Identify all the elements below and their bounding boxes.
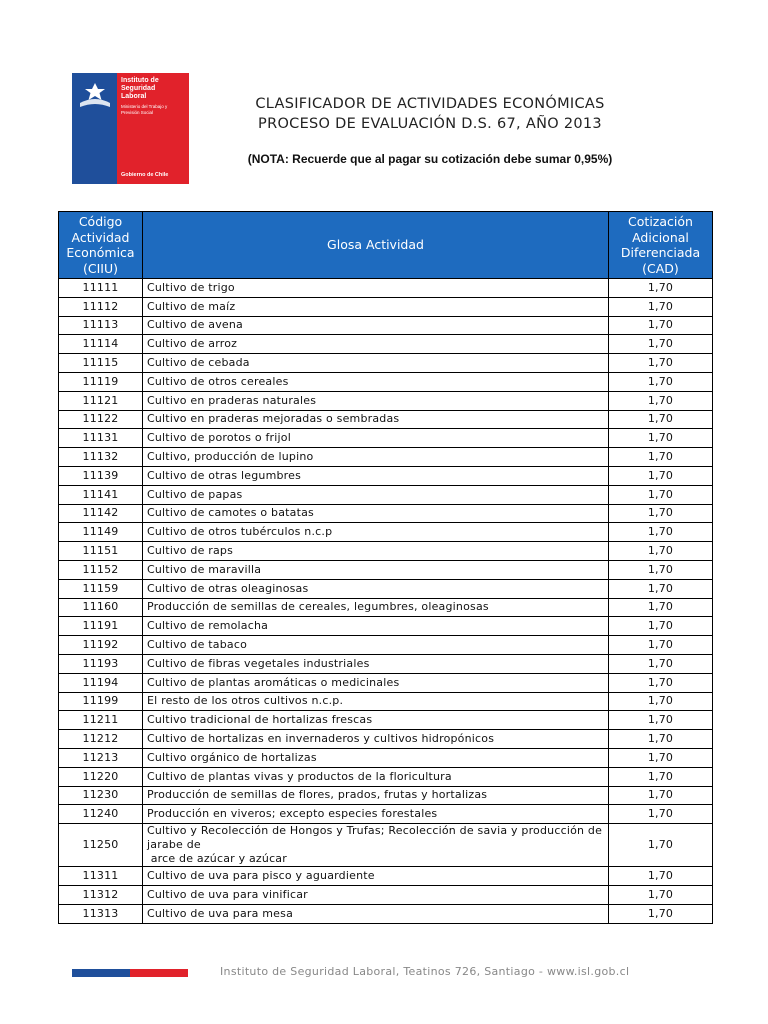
cell-code: 11312 <box>59 885 143 904</box>
cell-cad: 1,70 <box>609 485 713 504</box>
cell-gloss: Cultivo de tabaco <box>143 636 609 655</box>
cell-cad: 1,70 <box>609 824 713 867</box>
table-row <box>59 466 713 485</box>
cell-code: 11121 <box>59 391 143 410</box>
table-row <box>59 786 713 805</box>
cell-cad: 1,70 <box>609 885 713 904</box>
cell-code: 11212 <box>59 730 143 749</box>
cell-cad: 1,70 <box>609 730 713 749</box>
cell-gloss-line: Cultivo y Recolección de Hongos y Trufas; Recolección de savia y producción de <box>147 824 603 838</box>
logo-line-4: Ministerio del Trabajo y <box>121 104 168 109</box>
cell-code: 11132 <box>59 448 143 467</box>
cell-code: 11311 <box>59 867 143 886</box>
cell-code: 11151 <box>59 542 143 561</box>
table-row <box>59 279 713 298</box>
header-cad <box>609 212 713 279</box>
cell-code: 11211 <box>59 711 143 730</box>
cell-code: 11194 <box>59 673 143 692</box>
cell-gloss: Cultivo, producción de lupino <box>143 448 609 467</box>
cell-code: 11191 <box>59 617 143 636</box>
cell-gloss: Cultivo de cebada <box>143 354 609 373</box>
cell-cad: 1,70 <box>609 372 713 391</box>
cell-code: 11111 <box>59 279 143 298</box>
cell-gloss: Producción en viveros; excepto especies forestales <box>143 805 609 824</box>
cell-cad: 1,70 <box>609 636 713 655</box>
table-row <box>59 429 713 448</box>
cell-gloss: Cultivo de papas <box>143 485 609 504</box>
cell-gloss: Cultivo en praderas naturales <box>143 391 609 410</box>
footer-bar-blue <box>72 969 130 977</box>
header-cad-line: Diferenciada <box>620 245 701 260</box>
table-header-row <box>59 212 713 279</box>
cell-gloss: Cultivo orgánico de hortalizas <box>143 748 609 767</box>
table-row <box>59 504 713 523</box>
header-cad-line: (CAD) <box>642 260 679 276</box>
table-row <box>59 316 713 335</box>
chile-coat-of-arms-icon <box>78 81 112 109</box>
table-row <box>59 598 713 617</box>
payment-note: (NOTA: Recuerde que al pagar su cotización debe sumar 0,95%) <box>247 152 613 166</box>
table-row <box>59 767 713 786</box>
table-row <box>59 542 713 561</box>
cell-code: 11113 <box>59 316 143 335</box>
cell-gloss: Cultivo de otras oleaginosas <box>143 579 609 598</box>
table-row <box>59 636 713 655</box>
cell-code: 11240 <box>59 805 143 824</box>
header-code <box>59 212 143 279</box>
table-row <box>59 354 713 373</box>
isl-logo <box>72 73 189 184</box>
cell-cad: 1,70 <box>609 560 713 579</box>
table-row <box>59 485 713 504</box>
cell-gloss: Cultivo de camotes o batatas <box>143 504 609 523</box>
cell-gloss: Producción de semillas de flores, prados, frutas y hortalizas <box>143 786 609 805</box>
cell-cad: 1,70 <box>609 867 713 886</box>
logo-line-1: Instituto de <box>121 77 159 84</box>
header-code-line: (CIIU) <box>82 260 118 276</box>
table-row <box>59 523 713 542</box>
logo-blue-panel <box>72 73 117 184</box>
cell-cad: 1,70 <box>609 786 713 805</box>
cell-gloss: Cultivo tradicional de hortalizas frescas <box>143 711 609 730</box>
cell-gloss: Cultivo de raps <box>143 542 609 561</box>
header-code-line: Económica <box>66 245 135 260</box>
table-row <box>59 867 713 886</box>
cell-gloss: Cultivo de otras legumbres <box>143 466 609 485</box>
cell-cad: 1,70 <box>609 805 713 824</box>
cell-gloss: Cultivo de porotos o frijol <box>143 429 609 448</box>
cell-gloss-line: arce de azúcar y azúcar <box>147 852 287 866</box>
cell-gloss: Cultivo de uva para mesa <box>143 904 609 923</box>
cell-cad: 1,70 <box>609 579 713 598</box>
cell-code: 11114 <box>59 335 143 354</box>
table-row <box>59 748 713 767</box>
cell-code: 11220 <box>59 767 143 786</box>
table-row <box>59 805 713 824</box>
cell-cad: 1,70 <box>609 279 713 298</box>
cell-gloss: El resto de los otros cultivos n.c.p. <box>143 692 609 711</box>
cell-code: 11149 <box>59 523 143 542</box>
cell-cad: 1,70 <box>609 504 713 523</box>
cell-gloss: Cultivo en praderas mejoradas o sembradas <box>143 410 609 429</box>
cell-code: 11313 <box>59 904 143 923</box>
table-row <box>59 730 713 749</box>
table-row <box>59 560 713 579</box>
table-row <box>59 410 713 429</box>
cell-code: 11192 <box>59 636 143 655</box>
cell-gloss: Cultivo de trigo <box>143 279 609 298</box>
footer-address: Instituto de Seguridad Laboral, Teatinos 726, Santiago - www.isl.gob.cl <box>220 965 630 978</box>
cell-gloss: Cultivo de otros tubérculos n.c.p <box>143 523 609 542</box>
table-row <box>59 711 713 730</box>
table-row <box>59 692 713 711</box>
cell-cad: 1,70 <box>609 904 713 923</box>
table-row <box>59 335 713 354</box>
cell-cad: 1,70 <box>609 523 713 542</box>
cell-cad: 1,70 <box>609 316 713 335</box>
cell-code: 11112 <box>59 297 143 316</box>
cell-gloss: Cultivo de hortalizas en invernaderos y cultivos hidropónicos <box>143 730 609 749</box>
cell-gloss: Cultivo de avena <box>143 316 609 335</box>
table-row <box>59 297 713 316</box>
cell-cad: 1,70 <box>609 711 713 730</box>
header-gloss: Glosa Actividad <box>143 212 609 279</box>
footer-color-bar <box>72 969 188 977</box>
cell-cad: 1,70 <box>609 542 713 561</box>
cell-gloss: Cultivo de otros cereales <box>143 372 609 391</box>
cell-code: 11230 <box>59 786 143 805</box>
cell-cad: 1,70 <box>609 692 713 711</box>
header-code-line: Código <box>78 214 123 229</box>
logo-red-panel <box>117 73 189 184</box>
cell-cad: 1,70 <box>609 748 713 767</box>
table-row <box>59 617 713 636</box>
table-row <box>59 824 713 867</box>
cell-gloss: Cultivo de remolacha <box>143 617 609 636</box>
table-row <box>59 448 713 467</box>
logo-line-2: Seguridad <box>121 85 156 92</box>
cell-cad: 1,70 <box>609 466 713 485</box>
cell-cad: 1,70 <box>609 429 713 448</box>
cell-gloss: Cultivo de uva para pisco y aguardiente <box>143 867 609 886</box>
table-row <box>59 372 713 391</box>
cell-code: 11193 <box>59 654 143 673</box>
cell-cad: 1,70 <box>609 391 713 410</box>
header-code-line: Actividad <box>71 229 130 245</box>
cell-code: 11122 <box>59 410 143 429</box>
cell-code: 11141 <box>59 485 143 504</box>
footer-bar-red <box>130 969 188 977</box>
cell-cad: 1,70 <box>609 410 713 429</box>
cell-cad: 1,70 <box>609 354 713 373</box>
logo-line-5: Previsión Social <box>121 110 154 115</box>
cell-cad: 1,70 <box>609 598 713 617</box>
cell-code: 11213 <box>59 748 143 767</box>
header-cad-line: Adicional <box>632 229 689 245</box>
table-row <box>59 673 713 692</box>
cell-code: 11160 <box>59 598 143 617</box>
cell-gloss: Producción de semillas de cereales, legumbres, oleaginosas <box>143 598 609 617</box>
cell-gloss: Cultivo de fibras vegetales industriales <box>143 654 609 673</box>
cell-code: 11115 <box>59 354 143 373</box>
cell-gloss: Cultivo de uva para vinificar <box>143 885 609 904</box>
cell-code: 11142 <box>59 504 143 523</box>
table-row <box>59 391 713 410</box>
cell-code: 11119 <box>59 372 143 391</box>
cell-code: 11250 <box>59 824 143 867</box>
cell-gloss-line: jarabe de <box>147 838 201 852</box>
page-title-line-1: CLASIFICADOR DE ACTIVIDADES ECONÓMICAS <box>255 96 605 112</box>
table-row <box>59 654 713 673</box>
cell-cad: 1,70 <box>609 335 713 354</box>
cell-cad: 1,70 <box>609 673 713 692</box>
cell-code: 11131 <box>59 429 143 448</box>
header-cad-line: Cotización <box>628 214 693 229</box>
logo-line-3: Laboral <box>121 93 147 100</box>
page-title-line-2: PROCESO DE EVALUACIÓN D.S. 67, AÑO 2013 <box>258 116 602 132</box>
header <box>190 94 670 166</box>
cell-gloss: Cultivo de plantas vivas y productos de la floricultura <box>143 767 609 786</box>
cell-gloss: Cultivo de arroz <box>143 335 609 354</box>
cell-code: 11159 <box>59 579 143 598</box>
cell-cad: 1,70 <box>609 448 713 467</box>
table-row <box>59 904 713 923</box>
cell-cad: 1,70 <box>609 654 713 673</box>
logo-line-6: Gobierno de Chile <box>121 172 169 178</box>
cell-code: 11152 <box>59 560 143 579</box>
cell-cad: 1,70 <box>609 617 713 636</box>
activities-table <box>58 211 713 924</box>
cell-gloss: Cultivo de plantas aromáticas o medicinales <box>143 673 609 692</box>
table-row <box>59 579 713 598</box>
cell-cad: 1,70 <box>609 767 713 786</box>
table-row <box>59 885 713 904</box>
cell-gloss <box>143 824 609 867</box>
cell-gloss: Cultivo de maíz <box>143 297 609 316</box>
cell-gloss: Cultivo de maravilla <box>143 560 609 579</box>
cell-code: 11139 <box>59 466 143 485</box>
cell-code: 11199 <box>59 692 143 711</box>
cell-cad: 1,70 <box>609 297 713 316</box>
